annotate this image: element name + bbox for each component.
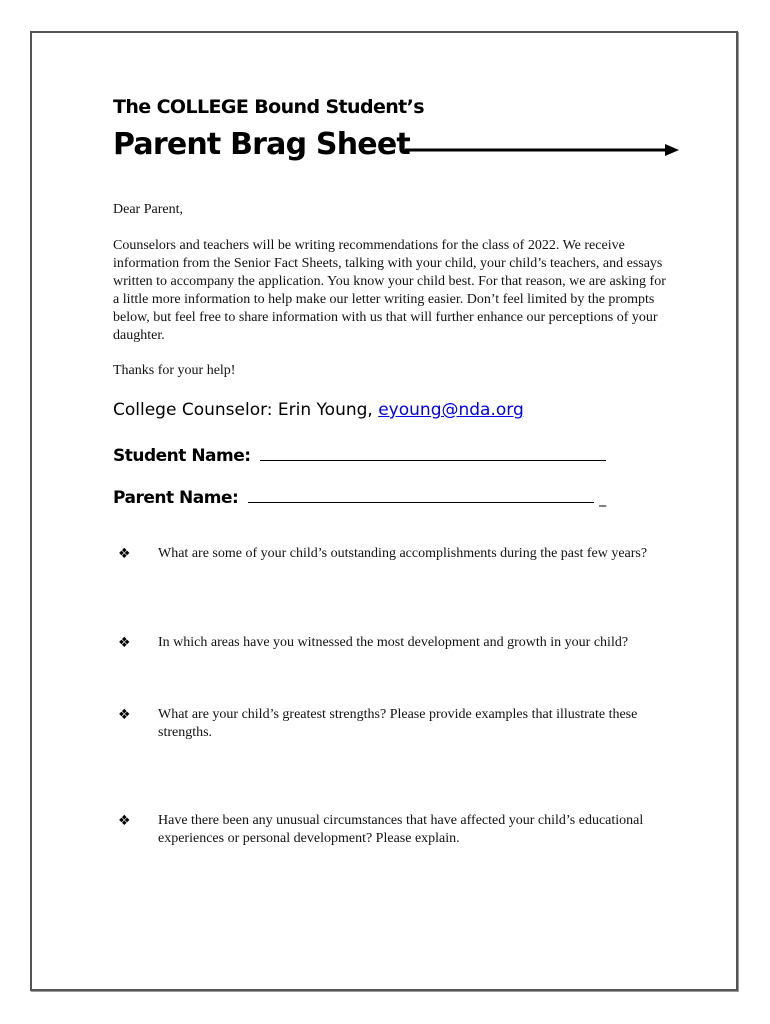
bullet-icon: ❖	[118, 635, 131, 651]
question-text: In which areas have you witnessed the most development and growth in your child?	[158, 635, 629, 650]
parent-name-suffix: _	[599, 491, 606, 507]
bullet-icon: ❖	[118, 707, 131, 723]
letter-greeting: Dear Parent,	[113, 202, 183, 217]
counselor-label: College Counselor: Erin Young,	[113, 400, 379, 420]
parent-name-line[interactable]	[248, 486, 594, 503]
parent-name-field	[113, 486, 606, 508]
question-text: What are some of your child’s outstanding accomplishments during the past few years?	[158, 546, 648, 561]
counselor-line	[113, 400, 524, 420]
arrow-right-icon	[405, 140, 680, 160]
question-text: Have there been any unusual circumstances that have affected your child’s educational experiences or personal development? Please explain.	[158, 813, 644, 846]
counselor-email-link[interactable]: eyoung@nda.org	[378, 400, 524, 420]
document-title: Parent Brag Sheet	[113, 127, 410, 162]
student-name-line[interactable]	[260, 444, 606, 461]
parent-name-label: Parent Name:	[113, 488, 239, 508]
document-subtitle: The COLLEGE Bound Student’s	[113, 96, 424, 118]
bullet-icon: ❖	[118, 546, 131, 562]
bullet-icon: ❖	[118, 813, 131, 829]
student-name-field	[113, 444, 606, 466]
letter-body: Counselors and teachers will be writing recommendations for the class of 2022. We receive information from the Senior Fact Sheets, talking with your child, your child’s teachers, and essays written to accompany the application. You know your child best. For that reason, we are asking for a little more information to help make our letter writing easier. Don’t feel limited by the prompts below, but feel free to share information with us that will further enhance our perceptions of your daughter.	[113, 238, 666, 343]
letter-thanks: Thanks for your help!	[113, 363, 236, 378]
student-name-label: Student Name:	[113, 446, 251, 466]
question-text: What are your child’s greatest strengths? Please provide examples that illustrate these strengths.	[158, 707, 638, 740]
